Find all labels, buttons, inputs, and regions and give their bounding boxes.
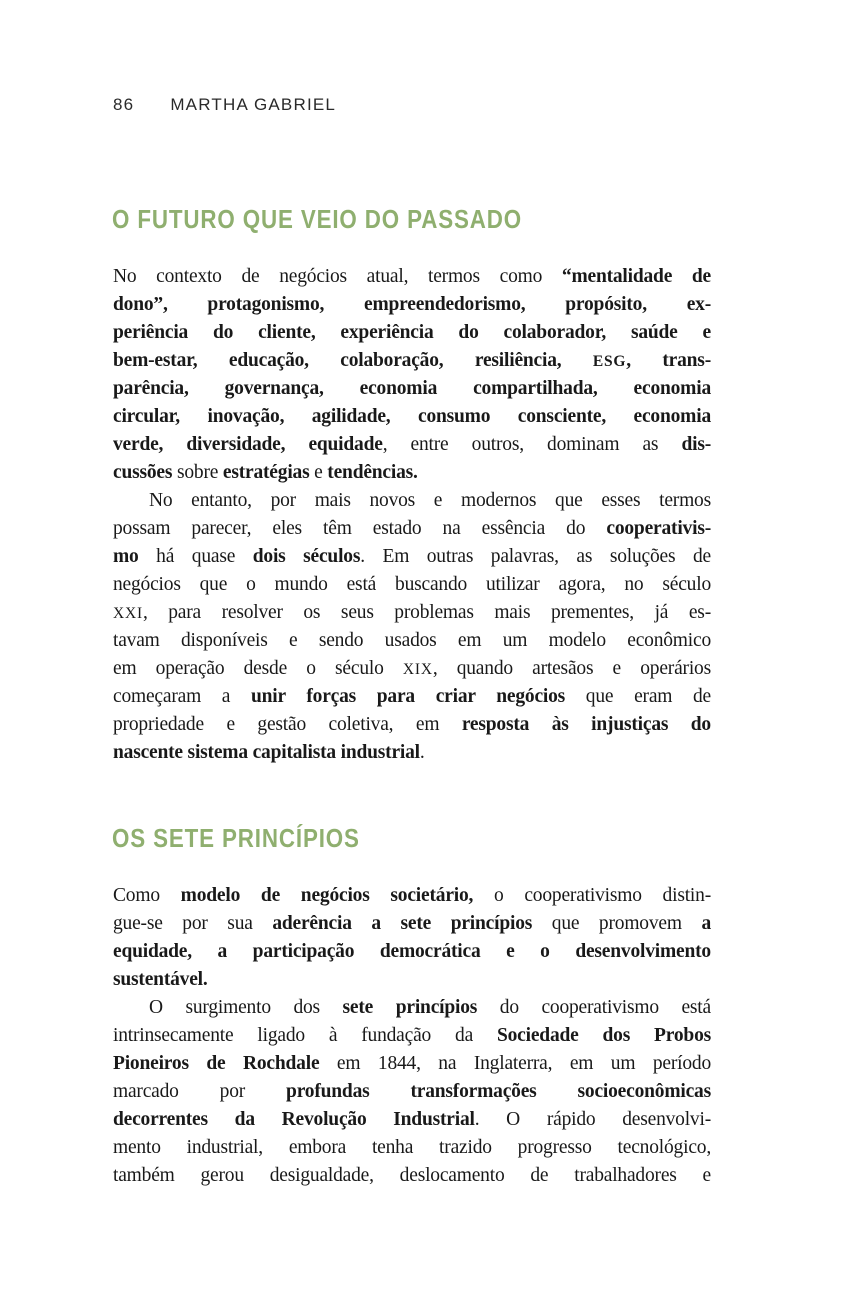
text-run: cussões xyxy=(113,462,173,483)
paragraph xyxy=(113,487,711,767)
text-run: propriedade e gestão coletiva, em xyxy=(113,714,462,735)
text-run: estratégias xyxy=(222,462,310,483)
text-run: bem-estar, educação, colaboração, resiliência, xyxy=(113,350,593,371)
text-line xyxy=(113,403,711,431)
section-body-principios xyxy=(113,882,711,1190)
text-line xyxy=(113,966,711,994)
text-line xyxy=(113,739,711,767)
text-run: do cooperativismo está xyxy=(477,997,711,1018)
text-run: tavam disponíveis e sendo usados em um modelo econômico xyxy=(113,630,711,651)
text-run: . xyxy=(419,742,425,763)
text-line xyxy=(113,487,711,515)
paragraph xyxy=(113,263,711,487)
text-line xyxy=(113,910,711,938)
text-run: mo xyxy=(113,546,139,567)
text-run: modelo de negócios societário, xyxy=(180,885,474,906)
text-run: No contexto de negócios atual, termos como xyxy=(113,266,562,287)
text-line xyxy=(113,1078,711,1106)
text-run: também gerou desigualdade, deslocamento de trabalhadores e xyxy=(113,1165,711,1186)
text-run: Pioneiros de Rochdale xyxy=(113,1053,320,1074)
text-line xyxy=(113,319,711,347)
text-run: em 1844, na Inglaterra, em um período xyxy=(319,1053,711,1074)
text-line xyxy=(113,627,711,655)
text-run: XIX xyxy=(402,661,433,678)
text-run: , para resolver os seus problemas mais prementes, já es- xyxy=(142,602,711,623)
text-run: dono”, protagonismo, empreendedorismo, propósito, ex- xyxy=(113,294,711,315)
text-line xyxy=(113,543,711,571)
text-line xyxy=(113,347,711,375)
text-run: . O rápido desenvolvi- xyxy=(474,1109,711,1130)
text-line xyxy=(113,683,711,711)
paragraph xyxy=(113,994,711,1190)
text-line xyxy=(113,1162,711,1190)
text-line xyxy=(113,1022,711,1050)
text-line xyxy=(113,1050,711,1078)
text-run: equidade, a participação democrática e o desenvolvimento xyxy=(113,941,711,962)
section-heading-futuro: O FUTURO QUE VEIO DO PASSADO xyxy=(112,204,523,234)
text-run: o cooperativismo distin- xyxy=(473,885,711,906)
text-line xyxy=(113,938,711,966)
text-run: . Em outras palavras, as soluções de xyxy=(360,546,711,567)
author-name: MARTHA GABRIEL xyxy=(170,95,337,114)
text-line xyxy=(113,1106,711,1134)
text-run: periência do cliente, experiência do colaborador, saúde e xyxy=(113,322,711,343)
text-run: Como xyxy=(113,885,181,906)
text-run: , quando artesãos e operários xyxy=(432,658,711,679)
text-run: a xyxy=(701,913,711,934)
text-run: possam parecer, eles têm estado na essência do xyxy=(113,518,607,539)
text-run: circular, inovação, agilidade, consumo consciente, economia xyxy=(113,406,711,427)
text-run: há quase xyxy=(138,546,253,567)
text-run: profundas transformações socioeconômicas xyxy=(286,1081,711,1102)
text-line xyxy=(113,375,711,403)
text-run: sete princípios xyxy=(342,997,478,1018)
text-run: dis- xyxy=(681,434,711,455)
text-run: “mentalidade de xyxy=(561,266,711,287)
text-run: em operação desde o século xyxy=(113,658,403,679)
text-run: O surgimento dos xyxy=(149,997,343,1018)
text-line xyxy=(113,1134,711,1162)
text-line xyxy=(113,994,711,1022)
text-run: dois séculos xyxy=(252,546,361,567)
text-run: ESG xyxy=(592,353,627,370)
section-heading-principios: OS SETE PRINCÍPIOS xyxy=(112,823,360,853)
text-run: aderência a sete princípios xyxy=(272,913,533,934)
text-line xyxy=(113,655,711,683)
text-run: XXI xyxy=(113,605,143,622)
text-line xyxy=(113,263,711,291)
section-body-futuro xyxy=(113,263,711,767)
text-run: sobre xyxy=(172,462,223,483)
page-number: 86 xyxy=(113,95,135,114)
text-run: e xyxy=(309,462,328,483)
text-run: marcado por xyxy=(113,1081,287,1102)
text-run: resposta às injustiças do xyxy=(461,714,711,735)
text-line xyxy=(113,711,711,739)
text-run: gue-se por sua xyxy=(113,913,273,934)
text-line xyxy=(113,459,711,487)
text-run: que promovem xyxy=(532,913,702,934)
text-run: tendências. xyxy=(327,462,418,483)
text-run: unir forças para criar negócios xyxy=(251,686,566,707)
text-run: que eram de xyxy=(565,686,711,707)
text-line xyxy=(113,599,711,627)
text-run: Sociedade dos Probos xyxy=(496,1025,711,1046)
text-line xyxy=(113,515,711,543)
text-run: decorrentes da Revolução Industrial xyxy=(113,1109,475,1130)
text-run: intrinsecamente ligado à fundação da xyxy=(113,1025,497,1046)
text-run: cooperativis- xyxy=(606,518,711,539)
text-run: verde, diversidade, equidade xyxy=(113,434,383,455)
text-run: , trans- xyxy=(626,350,711,371)
text-run: negócios que o mundo está buscando utilizar agora, no século xyxy=(113,574,711,595)
text-run: parência, governança, economia compartilhada, economia xyxy=(113,378,711,399)
text-run: , entre outros, dominam as xyxy=(382,434,682,455)
running-header xyxy=(113,95,336,115)
text-run: sustentável. xyxy=(113,969,208,990)
text-run: mento industrial, embora tenha trazido progresso tecnológico, xyxy=(113,1137,711,1158)
text-line xyxy=(113,571,711,599)
text-run: começaram a xyxy=(113,686,251,707)
text-run: No entanto, por mais novos e modernos que esses termos xyxy=(149,490,711,511)
text-line xyxy=(113,291,711,319)
text-run: nascente sistema capitalista industrial xyxy=(113,742,420,763)
text-line xyxy=(113,431,711,459)
paragraph xyxy=(113,882,711,994)
text-line xyxy=(113,882,711,910)
